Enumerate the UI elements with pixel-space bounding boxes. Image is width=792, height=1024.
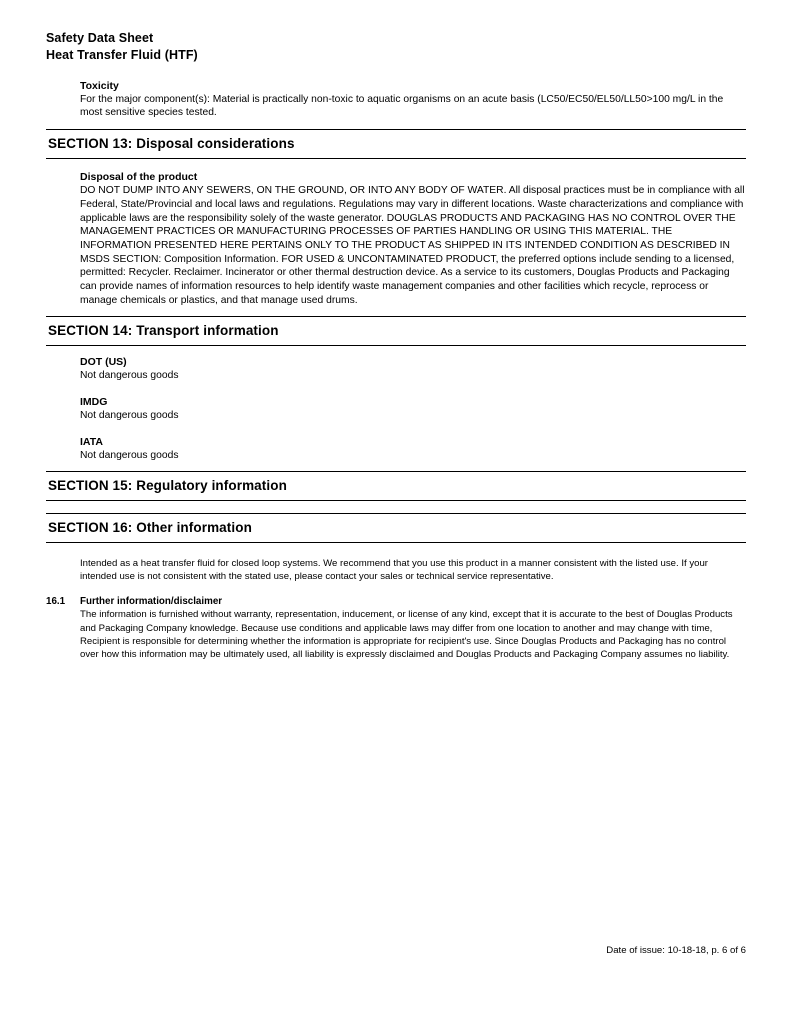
section-16-1-paragraph: The information is furnished without warranty, representation, inducement, or license of any kind, except that it is accurate to the best of Douglas Products and Packaging Company knowledge. Because use conditions and applicable laws may differ from one location to another and may change with time, Recipient is responsible for determining whether the information is appropriate for recipient's use. Since Douglas Products and Packaging has no control over how this information may be ultimately used, all liability is expressly disclaimed and Douglas Products and Packaging Company assumes no liability. [80, 609, 733, 660]
document-title-line-1: Safety Data Sheet [46, 31, 154, 45]
disposal-subheading: Disposal of the product [80, 171, 198, 184]
document-title-line-2: Heat Transfer Fluid (HTF) [46, 47, 198, 62]
section-14-body [80, 356, 746, 462]
section-16-title: SECTION 16: Other information [48, 520, 252, 536]
section-15-title: SECTION 15: Regulatory information [48, 478, 287, 494]
section-15-spacer [46, 501, 746, 513]
section-14-title: SECTION 14: Transport information [48, 323, 279, 339]
section-16-1-number: 16.1 [46, 596, 66, 608]
document-header [46, 30, 746, 64]
section-13-body [80, 171, 746, 307]
transport-entry [80, 356, 746, 383]
transport-value-iata: Not dangerous goods [80, 449, 179, 461]
transport-value-dot: Not dangerous goods [80, 370, 179, 382]
section-16-1-heading: Further information/disclaimer [80, 596, 223, 608]
section-16-1-row [46, 596, 746, 660]
divider-below-section-14 [46, 345, 746, 346]
transport-entry [80, 396, 746, 423]
divider-below-section-13 [46, 158, 746, 159]
divider-below-section-16 [46, 542, 746, 543]
document-content [46, 30, 746, 661]
transport-label-dot: DOT (US) [80, 356, 127, 369]
transport-value-imdg: Not dangerous goods [80, 410, 179, 421]
section-13-title: SECTION 13: Disposal considerations [48, 136, 295, 152]
transport-label-imdg: IMDG [80, 396, 108, 408]
transport-label-iata: IATA [80, 435, 103, 448]
section-16-paragraph: Intended as a heat transfer fluid for closed loop systems. We recommend that you use this product in a manner consistent with the listed use. If your intended use is not consistent with the stated use, please contact your sales or technical service representative. [80, 558, 709, 583]
transport-entry [80, 436, 746, 463]
toxicity-block [80, 80, 746, 120]
section-16-body [80, 557, 746, 583]
disposal-paragraph: DO NOT DUMP INTO ANY SEWERS, ON THE GROUND, OR INTO ANY BODY OF WATER. All disposal practices must be in compliance with all Federal, State/Provincial and local laws and regulations. Regulations may vary in different locations. Waste characterizations and compliance with applicable laws are the responsibility solely of the waste generator. DOUGLAS PRODUCTS AND PACKAGING HAS NO CONTROL OVER THE MANAGEMENT PRACTICES OR MANUFACTURING PROCESSES OF PARTIES HANDLING OR USING THIS MATERIAL. THE INFORMATION PRESENTED HERE PERTAINS ONLY TO THE PRODUCT AS SHIPPED IN ITS INTENDED CONDITION AS DESCRIBED IN MSDS SECTION: Composition Information. FOR USED & UNCONTAMINATED PRODUCT, the preferred options include sending to a licensed, permitted: Recycler. Reclaimer. Incinerator or other thermal destruction device. As a service to its customers, Douglas Products and Packaging can provide names of information resources to help identify waste management companies and other facilities which recycle, reprocess or manage chemicals or plastics, and that manage used drums. [80, 185, 745, 306]
toxicity-heading: Toxicity [80, 79, 119, 92]
page-footer: Date of issue: 10-18-18, p. 6 of 6 [606, 945, 746, 956]
toxicity-paragraph: For the major component(s): Material is practically non-toxic to aquatic organisms on an acute basis (LC50/EC50/EL50/LL50>100 mg/L in the most sensitive species tested. [80, 93, 724, 119]
